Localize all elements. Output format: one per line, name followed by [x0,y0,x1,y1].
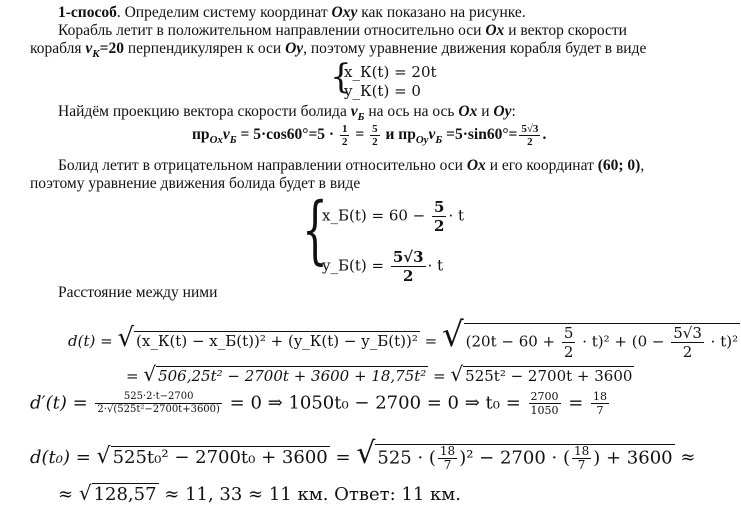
radicand: 525t² − 2700t + 3600 [465,367,633,385]
part: (20t − 60 + [465,332,560,350]
frac-2700-1050: $\frac{2700}{1050}$ [530,390,559,417]
frac-5sqrt3-2: $\frac{5√3}{2}$ [521,123,539,148]
lhs: d′(t) = [30,392,94,414]
text: Найдём проекцию вектора скорости болида [58,103,351,120]
lhs: d(t) = [68,332,118,350]
eq: = [329,447,357,468]
axis-ox: Ox [466,157,486,174]
part: ) + 3600 [593,447,673,468]
sqrt-icon: √ [450,362,464,386]
projection-line [192,123,546,149]
radicand-2 [375,444,674,472]
text: , [640,157,645,174]
coords: (60; 0) [597,157,641,174]
sqrt-icon: √ [78,481,92,505]
part: )² − 2700 · ( [459,447,570,468]
sqrt-icon: √ [356,436,376,471]
period: . [542,126,547,144]
frac-18-7: $\frac{18}{7}$ [593,390,608,417]
method-label: 1-способ [58,4,117,21]
approx: ≈ [58,484,79,505]
pr2-vsub: Б [435,134,443,147]
text: на ось на ось [364,103,459,120]
pr1-vsub: Б [229,134,237,147]
sys1-row1: x_К(t) = 20t [344,63,437,81]
velocity-symbol: v [85,40,93,57]
radicand-2 [464,323,740,361]
answer-text: ≈ 11, 33 ≈ 11 км. Ответ: 11 км. [158,484,462,505]
distance-simplified [126,362,634,386]
sqrt-icon: √ [96,444,111,469]
eq: = [562,392,590,414]
t: · t [427,256,444,275]
velocity-sub: Б [357,111,365,124]
line-7: Расстояние между ними [58,284,218,301]
mid: = 0 ⇒ 1050t₀ − 2700 = 0 ⇒ t₀ = [223,392,527,414]
pr2-v: v [428,126,436,144]
pr1-eq: = 5·cos60°=5 · [236,126,335,144]
distance-formula [68,315,740,361]
system-brace-1: { [330,57,352,97]
text: : [511,103,516,120]
line-1 [58,4,526,22]
text: . Определим систему координат [116,4,332,21]
text: Болид летит в отрицательном направлении относительно оси [58,157,467,174]
velocity-symbol: v [350,103,358,120]
frac-1-2: $\frac{1}{2}$ [341,123,348,148]
text: , поэтому уравнение движения корабля будет в виде [303,40,647,57]
eq: = [419,332,442,350]
radicand-1: (x_К(t) − x_Б(t))² + (y_К(t) − y_Б(t))² [136,332,418,350]
radicand: 525t₀² − 2700t₀ + 3600 [112,447,328,468]
text: перпендикулярен к оси [123,40,286,57]
sqrt-icon: √ [143,362,157,386]
y-eq: y_Б(t) = [322,256,389,275]
line-5 [58,157,644,175]
final-answer [58,481,461,505]
sqrt-icon: √ [441,315,464,355]
pr2-eq: =5·sin60°= [442,126,518,144]
line-2 [58,22,627,40]
axis-oy: Oy [285,40,304,57]
t: · t [448,206,465,225]
pr1-v: v [222,126,230,144]
text: как показано на рисунке. [357,4,526,21]
part: · t)² + (0 − [577,332,670,350]
text: и вектор скорости [504,22,627,39]
frac-5-2: $\frac{5}{2}$ [372,123,378,148]
line-6: поэтому уравнение движения болида будет в виде [30,175,361,192]
text: Корабль летит в положительном направлении относительно оси [58,22,486,39]
distance-at-t0 [30,436,695,472]
system-brace-2: { [302,187,328,273]
derivative-line [30,390,611,417]
sqrt-icon: √ [117,323,135,353]
velocity-value: =20 [99,40,124,57]
eq: = [351,126,369,144]
pr1-sub: Ox [209,134,223,147]
text: корабля [30,40,86,57]
frac-5-2: $\frac{5}{2}$ [434,198,445,235]
axis-ox: Ox [458,103,478,120]
eq: = [126,367,144,385]
lhs: d(t₀) = [30,447,97,468]
approx: ≈ [674,447,696,468]
sys2-row1 [322,198,464,235]
frac: $\frac{18}{7}$ [439,443,456,472]
frac-5sqrt3-2: $\frac{5√3}{2}$ [392,248,424,285]
axis-ox: Ox [485,22,505,39]
x-eq: x_Б(t) = 60 − [322,206,431,225]
frac: $\frac{5√3}{2}$ [673,323,702,361]
frac: $\frac{18}{7}$ [573,443,590,472]
velocity-sub: К [92,48,100,61]
pr2: пр [398,126,416,144]
sys1-row2: y_К(t) = 0 [344,82,421,100]
eq: = [428,367,451,385]
frac: $\frac{5}{2}$ [563,323,574,361]
text: и его координат [485,157,598,174]
sys2-row2 [322,248,443,285]
oxy-label: Oxy [331,4,358,21]
pr2-sub: Oy [415,134,429,147]
and: и [381,126,399,144]
radicand: 506,25t² − 2700t + 3600 + 18,75t² [158,367,427,385]
deriv-frac: $\frac{525\cdot 2\cdot t-2700}{\text{2·√(525t²−2700t+3600)}}$ [97,391,220,415]
axis-oy: Oy [493,103,512,120]
part: · t)² [705,332,739,350]
text: и [477,103,494,120]
radicand: 128,57 [93,484,157,505]
part: 525 · ( [377,447,436,468]
pr1: пр [192,126,210,144]
